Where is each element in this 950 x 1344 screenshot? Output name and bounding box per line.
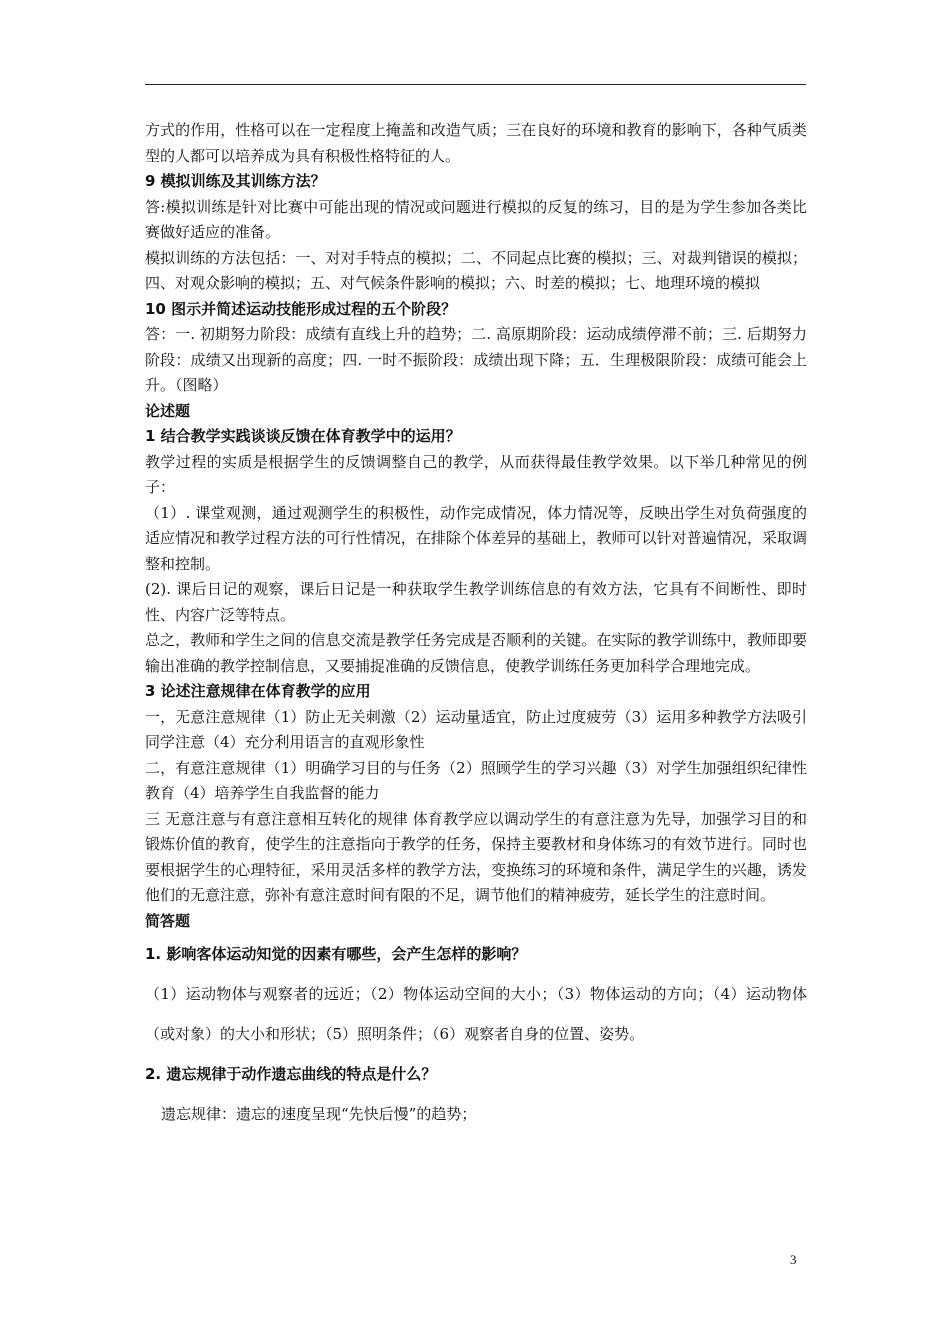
- section-heading-short-answer: 简答题: [145, 911, 191, 930]
- short-question-2: 2. 遗忘规律于动作遗忘曲线的特点是什么？: [145, 1065, 437, 1083]
- section-heading-essay: 论述题: [145, 401, 191, 420]
- paragraph: 答：一. 初期努力阶段：成绩有直线上升的趋势；二. 高原期阶段：运动成绩停滞不前；三. 后期努力阶段：成绩又出现新的高度；四. 一时不振阶段：成绩出现下降；五．生理极限阶段：成绩可能会上升。（图略）: [145, 325, 807, 394]
- short-answer-2: 遗忘规律：遗忘的速度呈现“先快后慢”的趋势；: [161, 1105, 477, 1123]
- paragraph: (2). 课后日记的观察，课后日记是一种获取学生教学训练信息的有效方法，它具有不间断性、即时性、内容广泛等特点。: [145, 580, 807, 624]
- question-heading-1: 1 结合教学实践谈谈反馈在体育教学中的运用？: [145, 427, 461, 445]
- paragraph: 模拟训练的方法包括：一、对对手特点的模拟；二、不同起点比赛的模拟；三、对裁判错误的模拟；四、对观众影响的模拟；五、对气候条件影响的模拟；六、时差的模拟；七、地理环境的模拟: [145, 248, 807, 292]
- paragraph: 教学过程的实质是根据学生的反馈调整自己的教学，从而获得最佳教学效果。以下举几种常见的例子：: [145, 452, 807, 496]
- question-heading-10: 10 图示并简述运动技能形成过程的五个阶段？: [145, 299, 457, 318]
- header-rule: [145, 84, 806, 85]
- question-heading-9: 9 模拟训练及其训练方法？: [145, 172, 326, 190]
- paragraph: 二，有意注意规律（1）明确学习目的与任务（2）照顾学生的学习兴趣（3）对学生加强组织纪律性教育（4）培养学生自我监督的能力: [145, 758, 807, 802]
- paragraph: （1）. 课堂观测，通过观测学生的积极性，动作完成情况，体力情况等，反映出学生对负荷强度的适应情况和教学过程方法的可行性情况，在排除个体差异的基础上，教师可以针对普遍情况，采取调整和控制。: [145, 503, 807, 573]
- paragraph: 方式的作用，性格可以在一定程度上掩盖和改造气质；三在良好的环境和教育的影响下，各种气质类型的人都可以培养成为具有积极性格特征的人。: [145, 121, 807, 165]
- paragraph: 三 无意注意与有意注意相互转化的规律 体育教学应以调动学生的有意注意为先导，加强学习目的和锻炼价值的教育，使学生的注意指向于教学的任务，保持主要教材和身体练习的有效节进行。同时也要根据学生的心理特征，采用灵活多样的教学方法，变换练习的环境和条件，满足学生的兴趣，诱发他们的无意注意，弥补有意注意时间有限的不足，调节他们的精神疲劳，延长学生的注意时间。: [145, 809, 807, 904]
- short-answer-1: （1）运动物体与观察者的远近；（2）物体运动空间的大小；（3）物体运动的方向；（4）运动物体（或对象）的大小和形状；（5）照明条件；（6）观察者自身的位置、姿势。: [145, 985, 807, 1043]
- page-number: 3: [790, 1252, 797, 1267]
- paragraph: 一，无意注意规律（1）防止无关刺激（2）运动量适宜，防止过度疲劳（3）运用多种教学方法吸引同学注意（4）充分利用语言的直观形象性: [145, 707, 807, 751]
- short-question-1: 1. 影响客体运动知觉的因素有哪些，会产生怎样的影响？: [145, 945, 527, 963]
- question-heading-3: 3 论述注意规律在体育教学的应用: [145, 682, 371, 700]
- paragraph: 总之，教师和学生之间的信息交流是教学任务完成是否顺利的关键。在实际的教学训练中，教师即要输出准确的教学控制信息，又要捕捉准确的反馈信息，使教学训练任务更加科学合理地完成。: [145, 631, 807, 675]
- paragraph: 答:模拟训练是针对比赛中可能出现的情况或问题进行模拟的反复的练习，目的是为学生参加各类比赛做好适应的准备。: [145, 197, 807, 241]
- page-body: [145, 118, 807, 1134]
